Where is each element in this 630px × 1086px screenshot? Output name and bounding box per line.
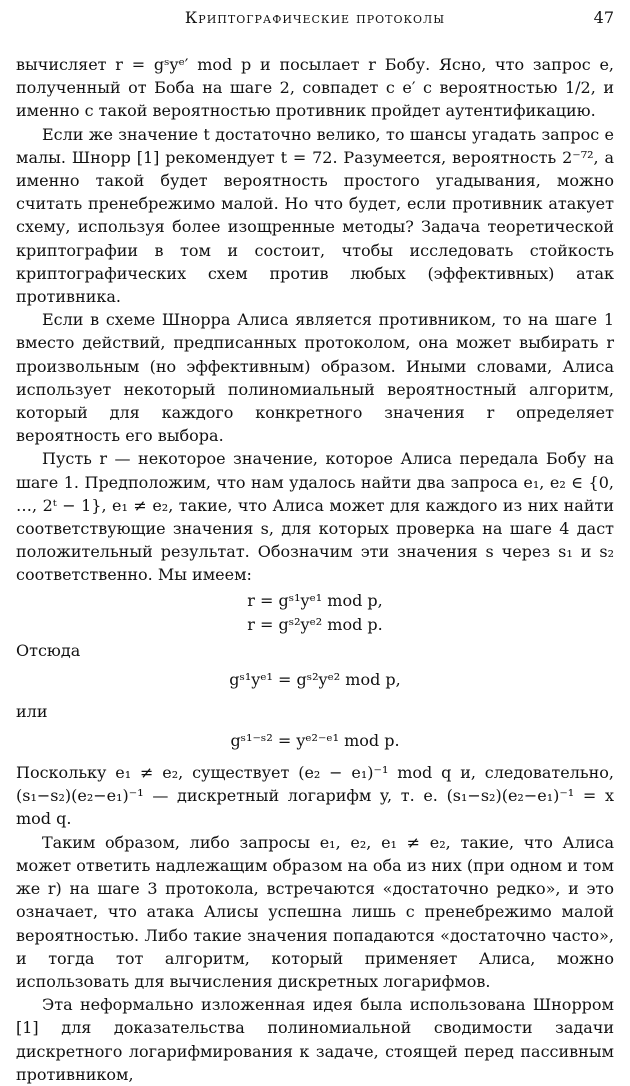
paragraph-7: Эта неформально изложенная идея была использована Шнорром [1] для доказательства полиномиальной сводимости задачи дискретного логарифмирования к задаче, стоящей перед пассивным противником, [16,995,614,1084]
paragraph-5: Поскольку e₁ ≠ e₂, существует (e₂ − e₁)⁻¹ mod q и, следовательно, (s₁−s₂)(e₂−e₁)⁻¹ — дискретный логарифм y, т. е. (s₁−s₂)(e₂−e₁)⁻¹ = x mod q. [16,763,614,829]
word-ili: или [16,701,48,721]
paragraph-6: Таким образом, либо запросы e₁, e₂, e₁ ≠ e₂, такие, что Алиса может ответить надлежащим образом на оба из них (при одном и том же r) на шаге 3 протокола, встречаются «достаточно редко», и это означает, что атака Алисы успешна лишь с пренебрежимо малой вероятностью. Либо такие значения попадаются «достаточно часто», и тогда тот алгоритм, который применяет Алиса, можно использовать для вычисления дискретных логарифмов. [16,832,614,991]
page-body [16,53,614,1086]
page-header [16,8,614,34]
equation-block-2 [16,668,614,692]
equation-2: r = gˢ²yᵉ² mod p. [247,614,383,634]
paragraph-4: Пусть r — некоторое значение, которое Алиса передала Бобу на шаге 1. Предположим, что нам удалось найти два запроса e₁, e₂ ∈ {0, …, 2ᵗ − 1}, e₁ ≠ e₂, такие, что Алиса может для каждого из них найти соответствующие значения s, для которых проверка на шаге 4 даст положительный результат. Обозначим эти значения s через s₁ и s₂ соответственно. Мы имеем: [16,449,614,585]
word-otsyuda: Отсюда [16,640,81,660]
paragraph-1: вычисляет r = gˢyᵉ′ mod p и посылает r Бобу. Ясно, что запрос e, полученный от Боба на шаге 2, совпадет с e′ с вероятностью 1/2, и именно с такой вероятностью противник пройдет аутентификацию. [16,55,614,121]
equation-3: gˢ¹yᵉ¹ = gˢ²yᵉ² mod p, [229,669,401,689]
equation-block-3 [16,729,614,753]
equation-block-1 [16,589,614,637]
equation-1: r = gˢ¹yᵉ¹ mod p, [247,590,383,610]
page-number: 47 [593,8,614,27]
running-head: Криптографические протоколы [184,8,446,27]
paragraph-3: Если в схеме Шнорра Алиса является противником, то на шаге 1 вместо действий, предписанных протоколом, она может выбирать r произвольным (но эффективным) образом. Иными словами, Алиса использует некоторый полиномиальный вероятностный алгоритм, который для каждого конкретного значения r определяет вероятность его выбора. [16,310,614,446]
equation-4: gˢ¹⁻ˢ² = yᵉ²⁻ᵉ¹ mod p. [230,731,400,751]
paragraph-2: Если же значение t достаточно велико, то шансы угадать запрос e малы. Шнорр [1] рекомендует t = 72. Разумеется, вероятность 2⁻⁷², а именно такой будет вероятность простого угадывания, можно считать пренебрежимо малой. Но что будет, если противник атакует схему, используя более изощренные методы? Задача теоретической криптографии в том и состоит, чтобы исследовать стойкость криптографических схем против любых (эффективных) атак противника. [16,124,614,307]
